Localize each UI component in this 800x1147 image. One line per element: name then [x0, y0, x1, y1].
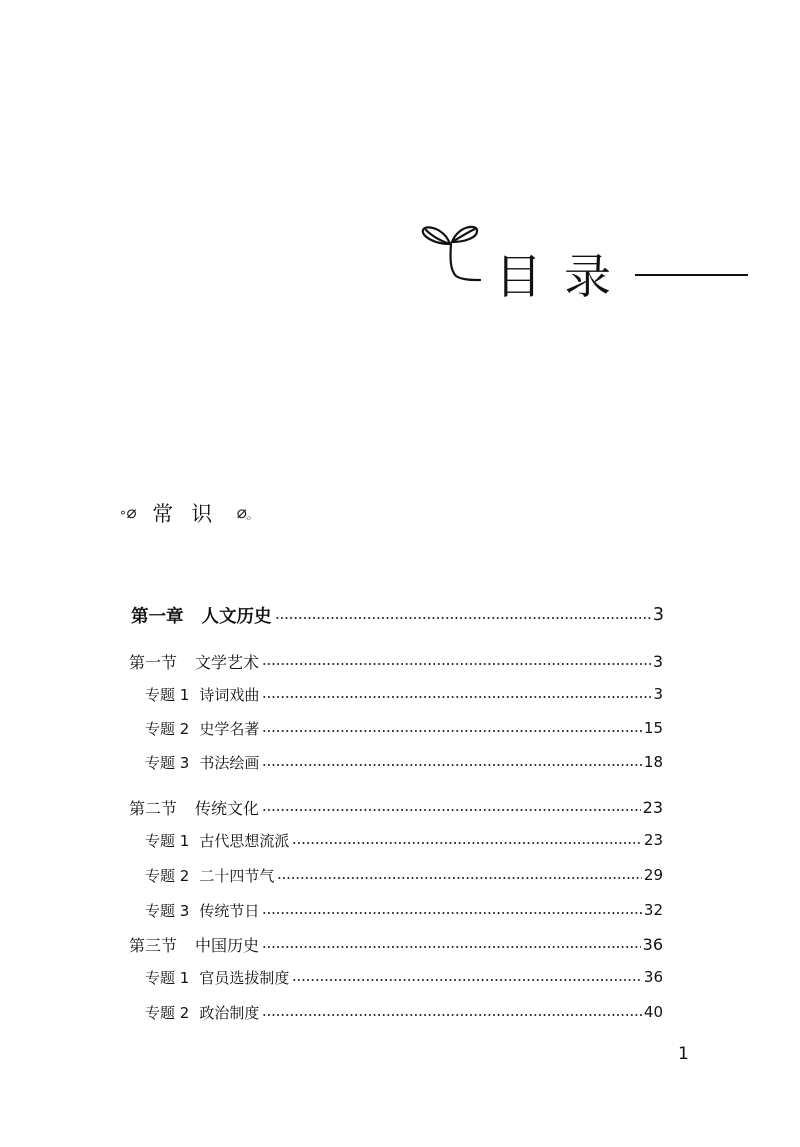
toc-entry-label: 第三节 中国历史 — [129, 935, 260, 955]
toc-leader-dots — [262, 695, 651, 699]
toc-page-number: 40 — [643, 1003, 663, 1021]
toc-entry-topic[interactable] — [0, 860, 800, 890]
page-title: 目录 — [495, 250, 633, 305]
toc-page-number: 23 — [643, 831, 663, 849]
toc-leader-dots — [262, 911, 642, 915]
toc-leader-dots — [262, 729, 642, 733]
toc-entry-section-2[interactable] — [0, 792, 800, 822]
toc-entry-label: 专题 2 二十四节气 — [145, 866, 275, 885]
left-ornament-icon: °⌀ — [120, 503, 137, 523]
title-rule — [635, 274, 748, 276]
toc-entry-topic[interactable] — [0, 747, 800, 777]
toc-page-number: 18 — [643, 753, 663, 771]
page-number: 1 — [678, 1044, 689, 1064]
right-ornament-icon: ⌀。 — [236, 503, 259, 523]
toc-leader-dots — [262, 763, 642, 767]
toc-leader-dots — [292, 978, 642, 982]
toc-page-number: 3 — [653, 685, 663, 703]
toc-entry-chapter-1[interactable] — [0, 600, 800, 630]
sprout-icon — [420, 218, 492, 288]
toc-page-number: 15 — [643, 719, 663, 737]
toc-page-number: 32 — [643, 901, 663, 919]
toc-entry-label: 第一章 人文历史 — [131, 606, 272, 627]
toc-page-number: 36 — [642, 934, 663, 954]
toc-entry-label: 专题 2 史学名著 — [145, 719, 260, 738]
toc-entry-topic[interactable] — [0, 997, 800, 1027]
toc-entry-topic[interactable] — [0, 825, 800, 855]
toc-leader-dots — [262, 808, 641, 812]
toc-entry-label: 专题 1 诗词戏曲 — [145, 685, 260, 704]
toc-header — [420, 218, 750, 308]
toc-leader-dots — [262, 662, 651, 666]
toc-leader-dots — [277, 876, 642, 880]
section-heading-label: 常识 — [152, 502, 231, 526]
toc-entry-topic[interactable] — [0, 713, 800, 743]
toc-entry-label: 专题 3 传统节日 — [145, 901, 260, 920]
toc-leader-dots — [262, 945, 641, 949]
toc-entry-label: 专题 3 书法绘画 — [145, 753, 260, 772]
toc-entry-topic[interactable] — [0, 962, 800, 992]
toc-leader-dots — [292, 841, 642, 845]
toc-entry-section-3[interactable] — [0, 929, 800, 959]
section-heading — [120, 496, 259, 530]
toc-leader-dots — [262, 1013, 642, 1017]
toc-entry-section-1[interactable] — [0, 646, 800, 676]
toc-entry-label: 第一节 文学艺术 — [129, 652, 260, 672]
toc-page-number: 3 — [652, 651, 663, 671]
toc-entry-label: 专题 1 官员选拔制度 — [145, 968, 290, 987]
toc-entry-topic[interactable] — [0, 679, 800, 709]
toc-page-number: 23 — [642, 797, 663, 817]
toc-page-number: 36 — [643, 968, 663, 986]
toc-entry-label: 专题 1 古代思想流派 — [145, 831, 290, 850]
toc-page-number: 3 — [652, 605, 664, 625]
toc-page-number: 29 — [643, 866, 663, 884]
toc-entry-topic[interactable] — [0, 895, 800, 925]
toc-entry-label: 第二节 传统文化 — [129, 798, 260, 818]
toc-leader-dots — [275, 616, 651, 620]
toc-entry-label: 专题 2 政治制度 — [145, 1003, 260, 1022]
